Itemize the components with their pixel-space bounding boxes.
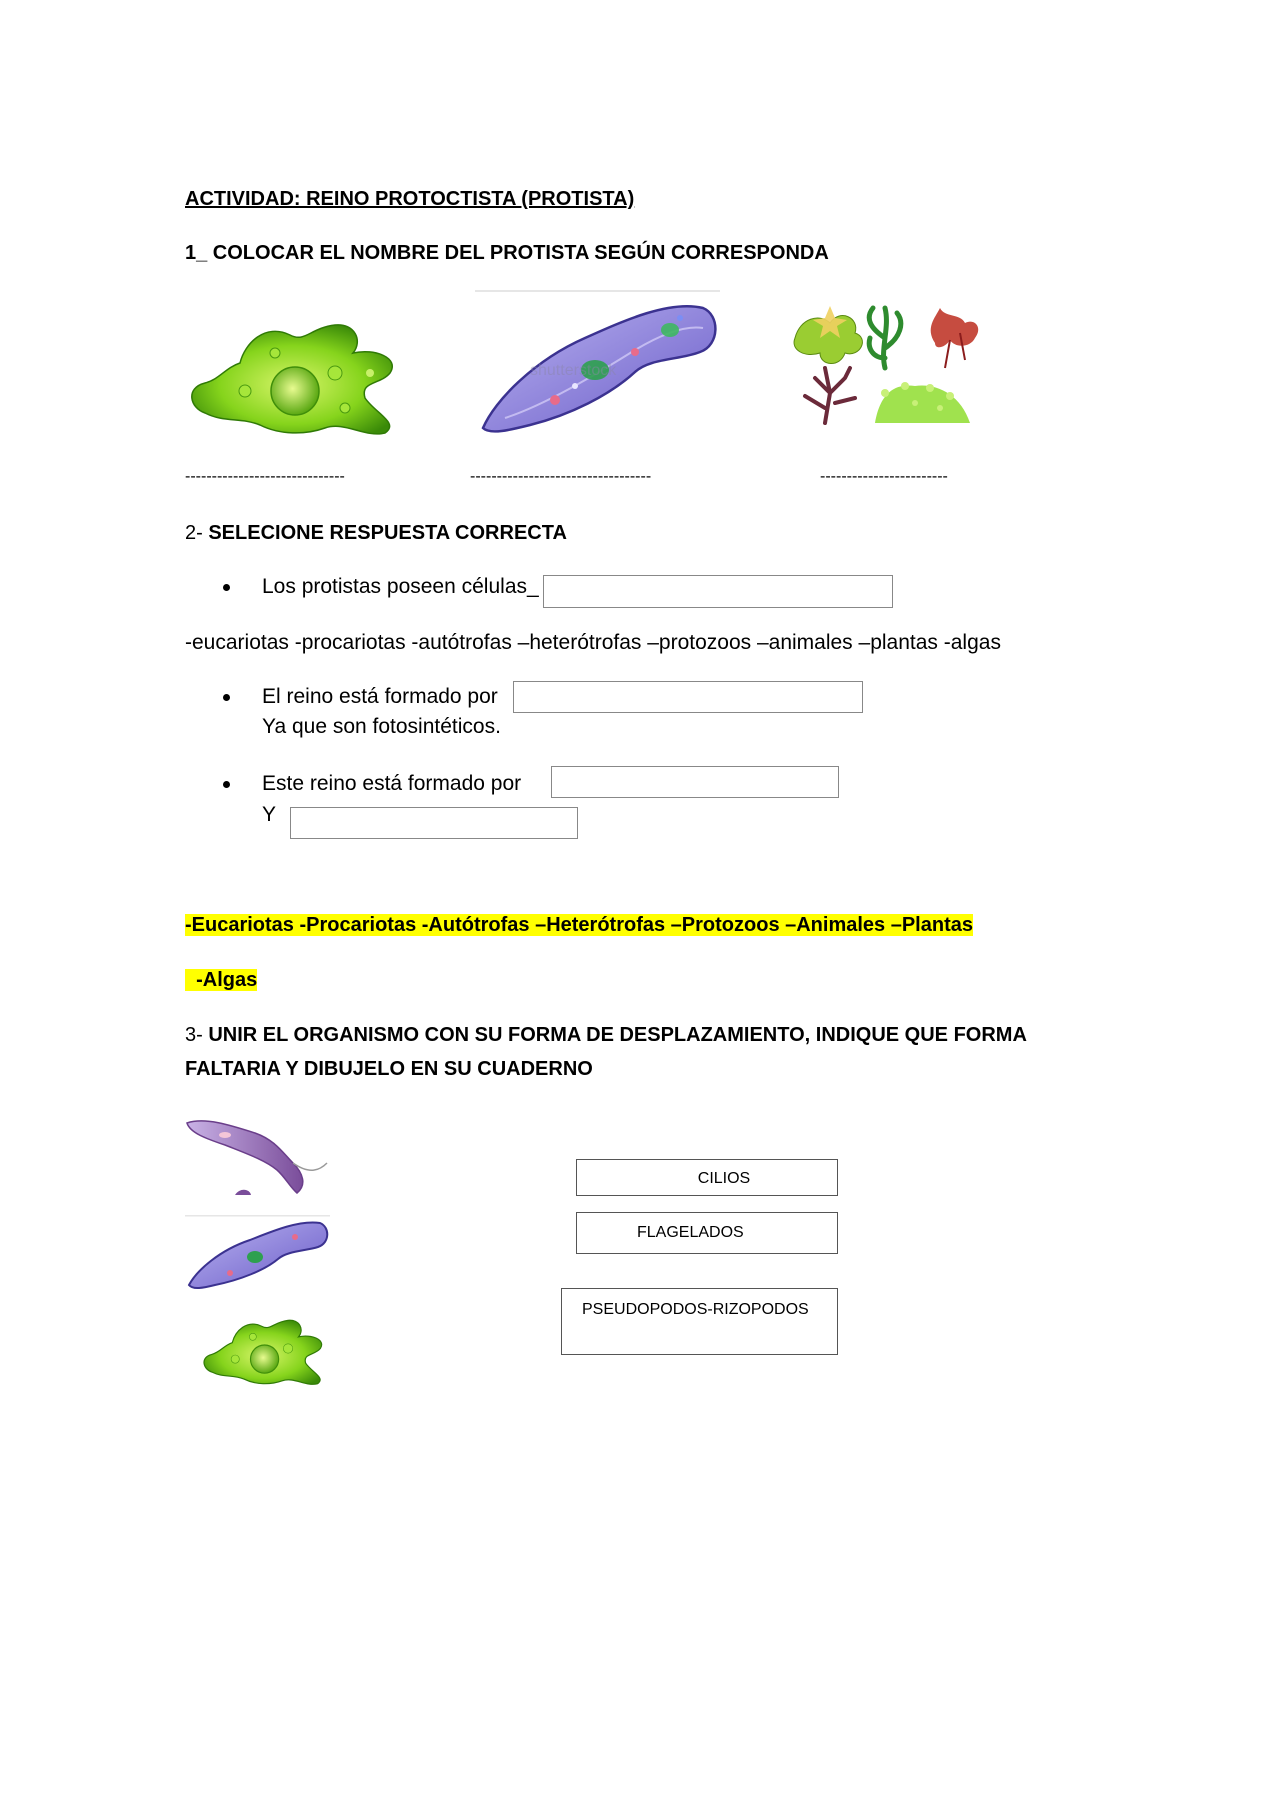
flagelados-box[interactable] — [576, 1212, 838, 1254]
answer-box-1[interactable] — [543, 575, 893, 608]
cilios-label: CILIOS — [697, 1170, 751, 1187]
amoeba-image — [185, 313, 415, 438]
ciliate-image — [185, 1215, 330, 1290]
section2-heading-text: SELECIONE RESPUESTA CORRECTA — [208, 522, 567, 544]
cilios-box[interactable] — [576, 1159, 838, 1196]
options-line-2 — [185, 967, 257, 993]
question-2-line-2: Ya que son fotosintéticos. — [262, 715, 501, 738]
pseudopodos-label: PSEUDOPODOS-RIZOPODOS — [582, 1301, 809, 1318]
section2-heading-prefix: 2- — [185, 522, 209, 544]
section3-heading-line-2: FALTARIA Y DIBUJELO EN SU CUADERNO — [185, 1058, 593, 1080]
section3-heading-line-1 — [185, 1022, 1027, 1048]
answer-box-2[interactable] — [513, 681, 863, 713]
algae-image — [785, 298, 995, 428]
section3-heading-text: UNIR EL ORGANISMO CON SU FORMA DE DESPLAZAMIENTO, INDIQUE QUE FORMA — [208, 1024, 1027, 1046]
section3-heading-prefix: 3- — [185, 1024, 209, 1046]
answer-box-3[interactable] — [551, 766, 839, 798]
answer-box-4[interactable] — [290, 807, 578, 839]
bullet-icon — [223, 694, 230, 701]
flagelados-label: FLAGELADOS — [637, 1224, 744, 1241]
paramecium-image — [475, 290, 720, 435]
blank-line-1: ------------------------------ — [185, 468, 345, 485]
watermark-text: shutterstock — [530, 362, 617, 379]
section1-heading: 1_ COLOCAR EL NOMBRE DEL PROTISTA SEGÚN CORRESPONDA — [185, 242, 829, 264]
blank-line-2: ---------------------------------- — [470, 468, 652, 485]
options-line-1 — [185, 912, 973, 938]
question-3-y: Y — [262, 803, 277, 826]
blank-line-3: ------------------------ — [820, 468, 948, 485]
page-title: ACTIVIDAD: REINO PROTOCTISTA (PROTISTA) — [185, 188, 635, 210]
word-bank: -eucariotas -procariotas -autótrofas –heterótrofas –protozoos –animales –plantas -algas — [185, 631, 1001, 654]
question-3: Este reino está formado por — [262, 772, 522, 795]
section2-heading — [185, 520, 567, 546]
pseudopod-image — [200, 1305, 335, 1395]
question-1: Los protistas poseen células_ — [262, 575, 539, 598]
options-text-2: -Algas — [185, 969, 258, 991]
flagellate-image — [185, 1115, 330, 1195]
bullet-icon — [223, 584, 230, 591]
bullet-icon — [223, 781, 230, 788]
question-2-line-1: El reino está formado por — [262, 685, 498, 708]
options-text-1: -Eucariotas -Procariotas -Autótrofas –Heterótrofas –Protozoos –Animales –Plantas — [185, 914, 973, 936]
pseudopodos-box[interactable] — [561, 1288, 838, 1355]
